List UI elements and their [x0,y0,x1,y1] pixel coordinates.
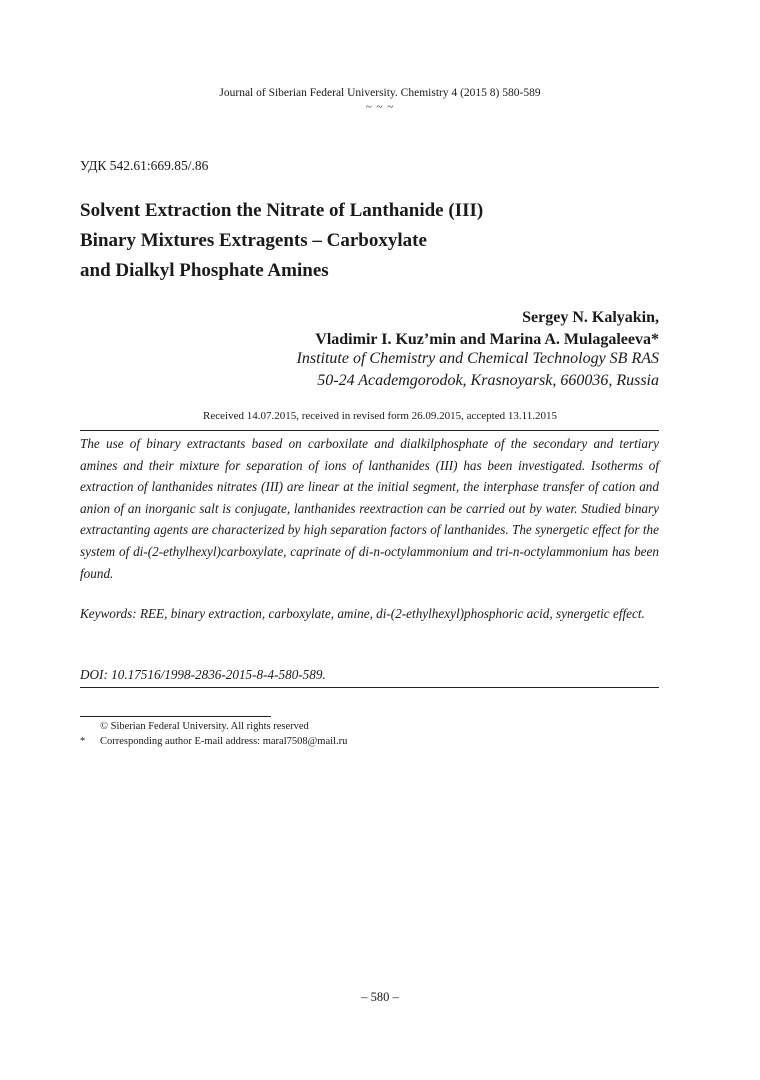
title-line-2: Binary Mixtures Extragents – Carboxylate [80,230,427,251]
abstract-bottom-rule [80,687,659,688]
footnote-copyright [80,719,347,734]
author-list [315,307,659,351]
journal-separator: ~ ~ ~ [365,101,395,113]
abstract-text: The use of binary extractants based on carboxilate and dialkilphosphate of the secondary and tertiary amines and their mixture for separation of ions of lanthanides (III) has been investigated. Isotherms of extraction of lanthanides nitrates (III) are linear at the initial segment, the interphase transfer of cation and anion of an inorganic salt is conjugate, lanthanides reextraction can be carried out by water. Studied binary extractanting agents are characterized by high separation factors of lanthanides. The synergetic effect for the system of di-(2-ethylhexyl)carboxylate, caprinate of di-n-octylammonium and tri-n-octylammonium has been found. [80,436,659,581]
footnote-text[interactable]: Corresponding author E-mail address: maral7508@mail.ru [100,736,348,747]
page-number: – 580 – [361,990,399,1004]
authors-line-1: Sergey N. Kalyakin, [522,309,659,326]
footnote-mark [80,719,100,734]
affiliation-line-1: Institute of Chemistry and Chemical Technology SB RAS [296,350,659,367]
footnotes [80,719,347,749]
footnote-text: © Siberian Federal University. All rights reserved [100,721,309,732]
authors-line-2: Vladimir I. Kuz’min and Marina A. Mulagaleeva* [315,331,659,348]
footnote-mark: * [80,736,86,747]
title-line-1: Solvent Extraction the Nitrate of Lanthanide (III) [80,200,484,221]
affiliation-line-2: 50-24 Academgorodok, Krasnoyarsk, 660036, Russia [317,372,659,389]
doi-text[interactable]: DOI: 10.17516/1998-2836-2015-8-4-580-589. [80,667,326,682]
article-title [80,196,680,286]
footnote-rule [80,716,271,717]
affiliation [297,348,659,392]
footnote-corresponding-author [80,734,347,749]
title-line-3: and Dialkyl Phosphate Amines [80,260,329,281]
abstract-top-rule [80,430,659,431]
journal-header: Journal of Siberian Federal University. Chemistry 4 (2015 8) 580-589 [219,87,541,99]
udk-code: УДК 542.61:669.85/.86 [80,158,209,173]
received-dates: Received 14.07.2015, received in revised form 26.09.2015, accepted 13.11.2015 [203,410,557,422]
keywords-text: Keywords: REE, binary extraction, carboxylate, amine, di-(2-ethylhexyl)phosphoric acid, synergetic effect. [80,606,645,621]
